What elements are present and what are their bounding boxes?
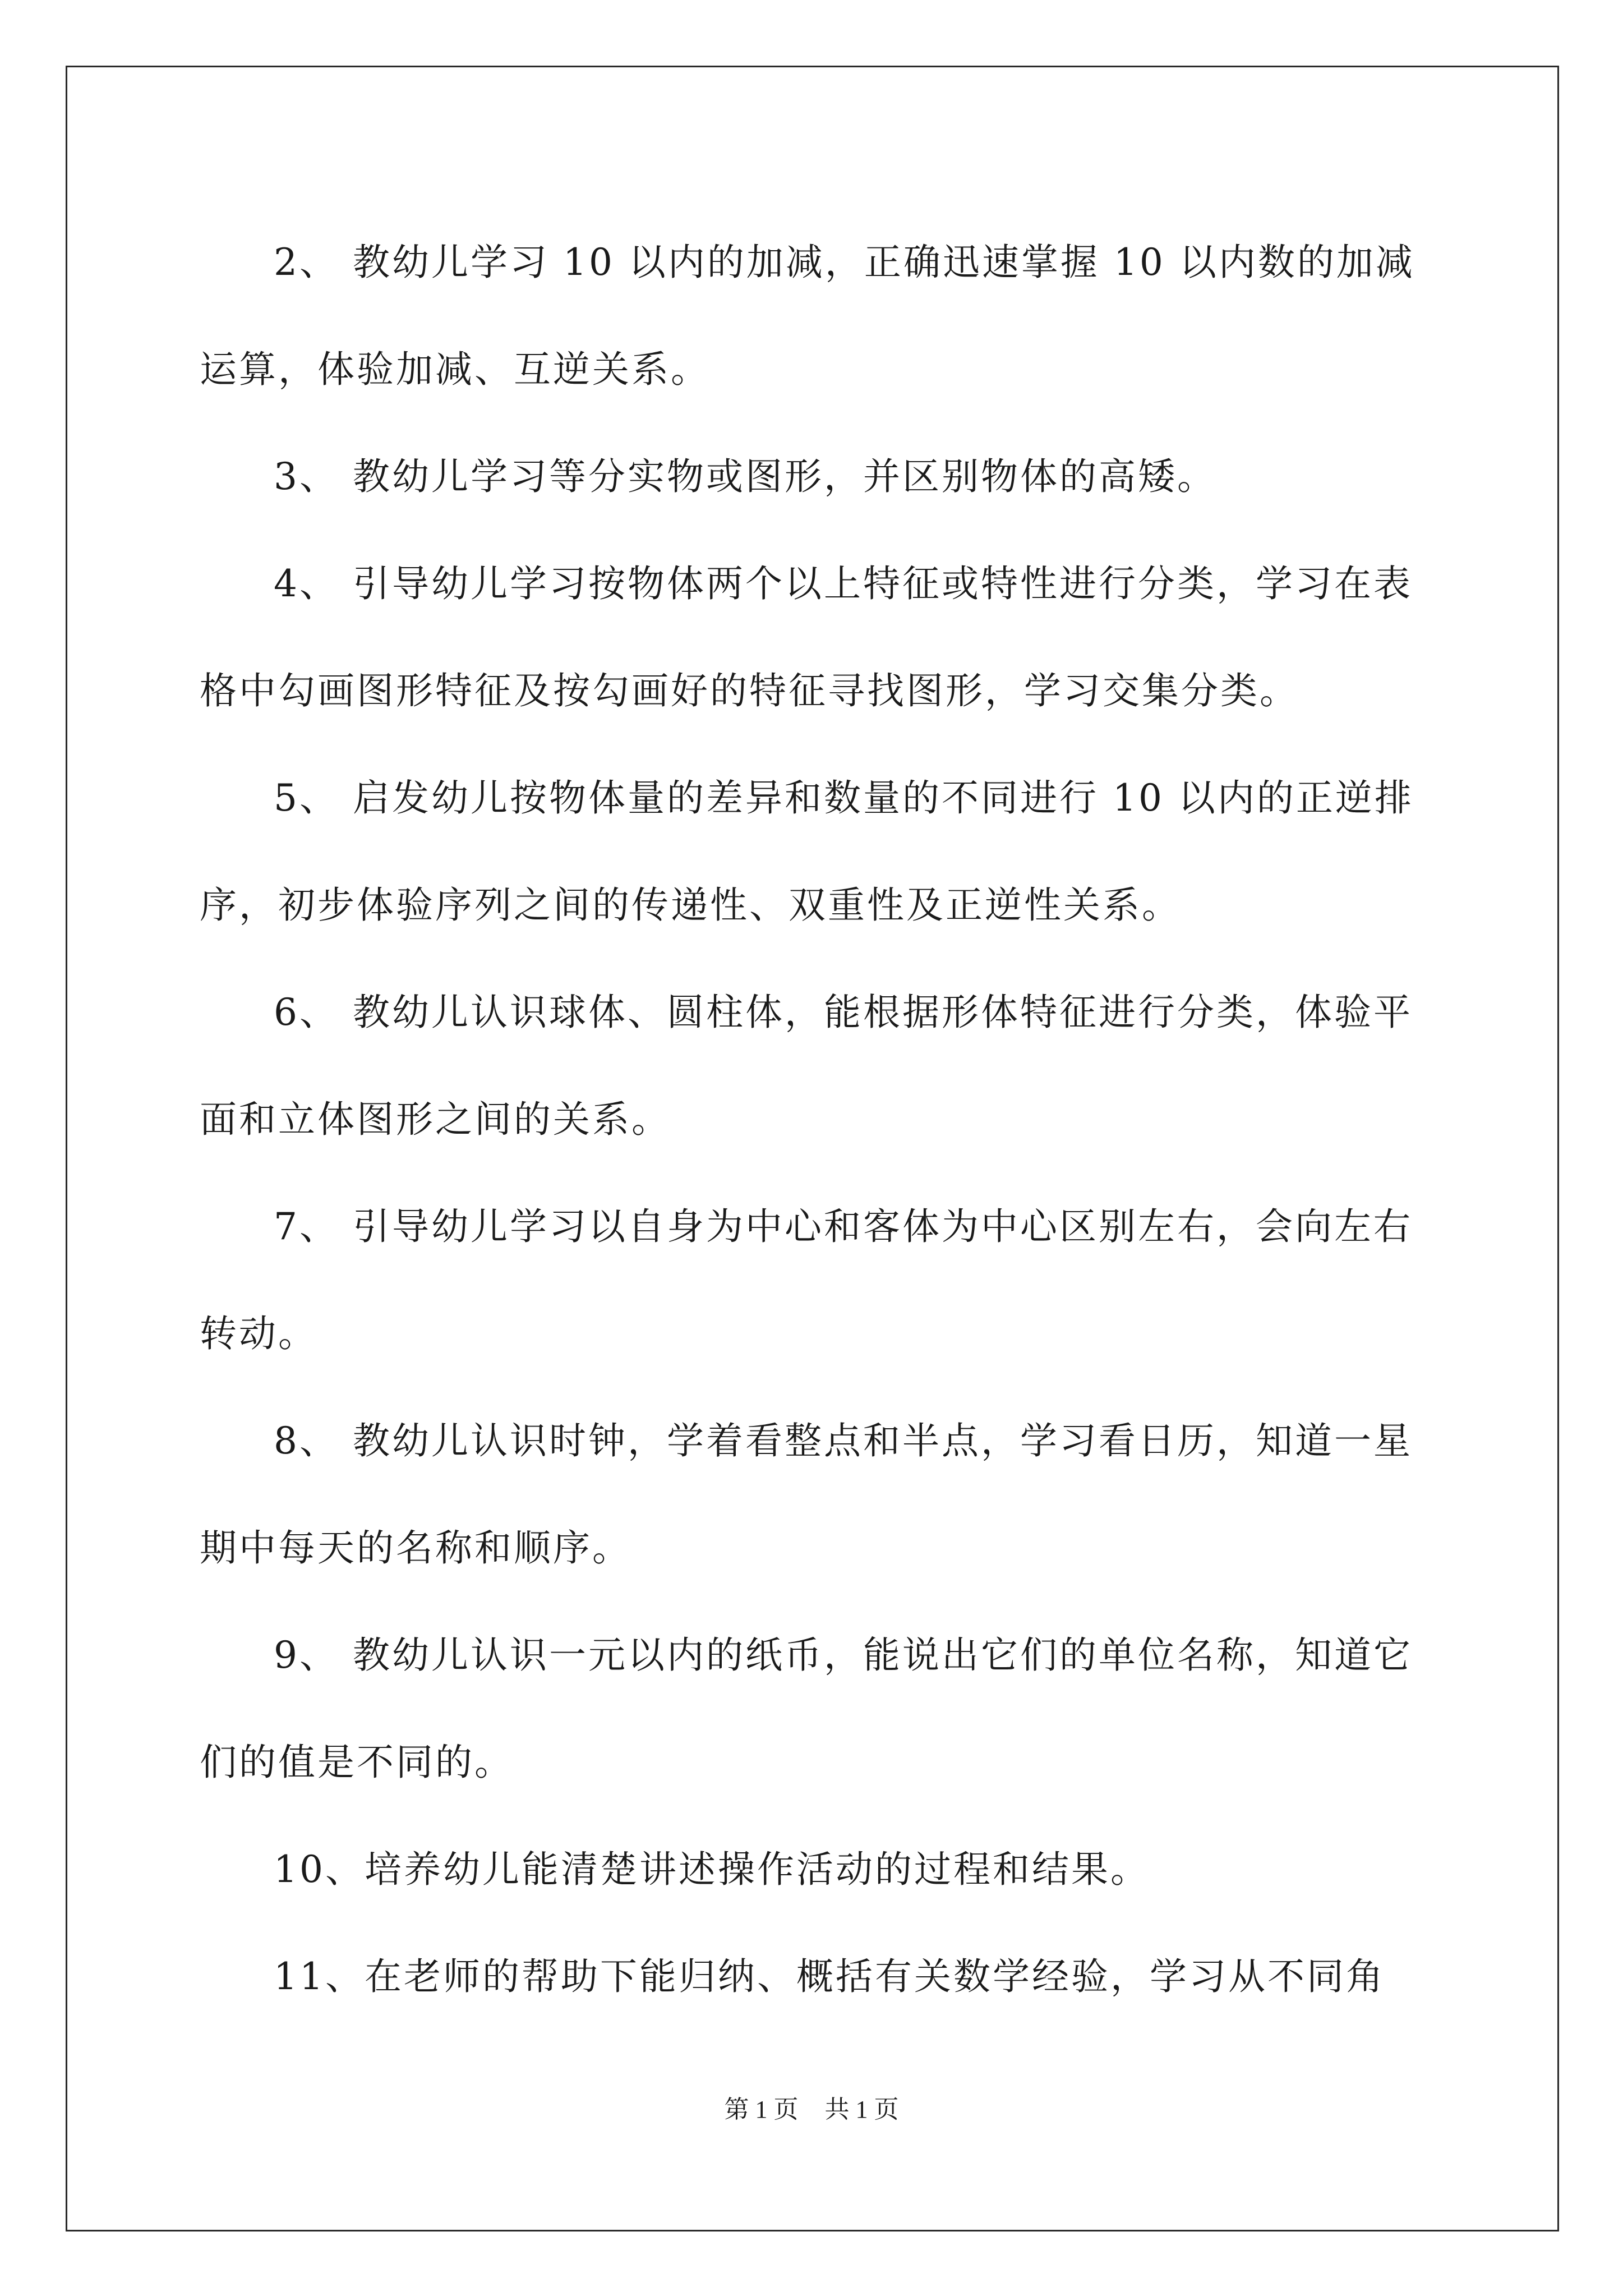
paragraph-item-4: 4、 引导幼儿学习按物体两个以上特征或特性进行分类，学习在表格中勾画图形特征及按勾画好的特征寻找图形，学习交集分类。 bbox=[200, 562, 1413, 712]
paragraph-item-8: 8、 教幼儿认识时钟，学着看整点和半点，学习看日历，知道一星期中每天的名称和顺序。 bbox=[200, 1419, 1413, 1570]
page-footer bbox=[0, 2089, 1623, 2125]
paragraph-item-11: 11、在老师的帮助下能归纳、概括有关数学经验，学习从不同角 bbox=[274, 1955, 1385, 1998]
document-body bbox=[200, 209, 1427, 2030]
paragraph-item-6: 6、 教幼儿认识球体、圆柱体，能根据形体特征进行分类，体验平面和立体图形之间的关系。 bbox=[200, 991, 1413, 1141]
paragraph-item-3: 3、 教幼儿学习等分实物或图形，并区别物体的高矮。 bbox=[274, 455, 1216, 498]
page-number: 第 1 页 bbox=[724, 2096, 799, 2123]
paragraph-item-10: 10、培养幼儿能清楚讲述操作活动的过程和结果。 bbox=[274, 1848, 1150, 1891]
paragraph-item-2: 2、 教幼儿学习 10 以内的加减，正确迅速掌握 10 以内数的加减运算，体验加减、互逆关系。 bbox=[200, 241, 1415, 391]
paragraph-item-7: 7、 引导幼儿学习以自身为中心和客体为中心区别左右，会向左右转动。 bbox=[200, 1205, 1413, 1355]
paragraph-item-5: 5、 启发幼儿按物体量的差异和数量的不同进行 10 以内的正逆排序，初步体验序列之间的传递性、双重性及正逆性关系。 bbox=[200, 776, 1414, 927]
page-total: 共 1 页 bbox=[824, 2096, 899, 2123]
paragraph-item-9: 9、 教幼儿认识一元以内的纸币，能说出它们的单位名称，知道它们的值是不同的。 bbox=[200, 1634, 1413, 1784]
